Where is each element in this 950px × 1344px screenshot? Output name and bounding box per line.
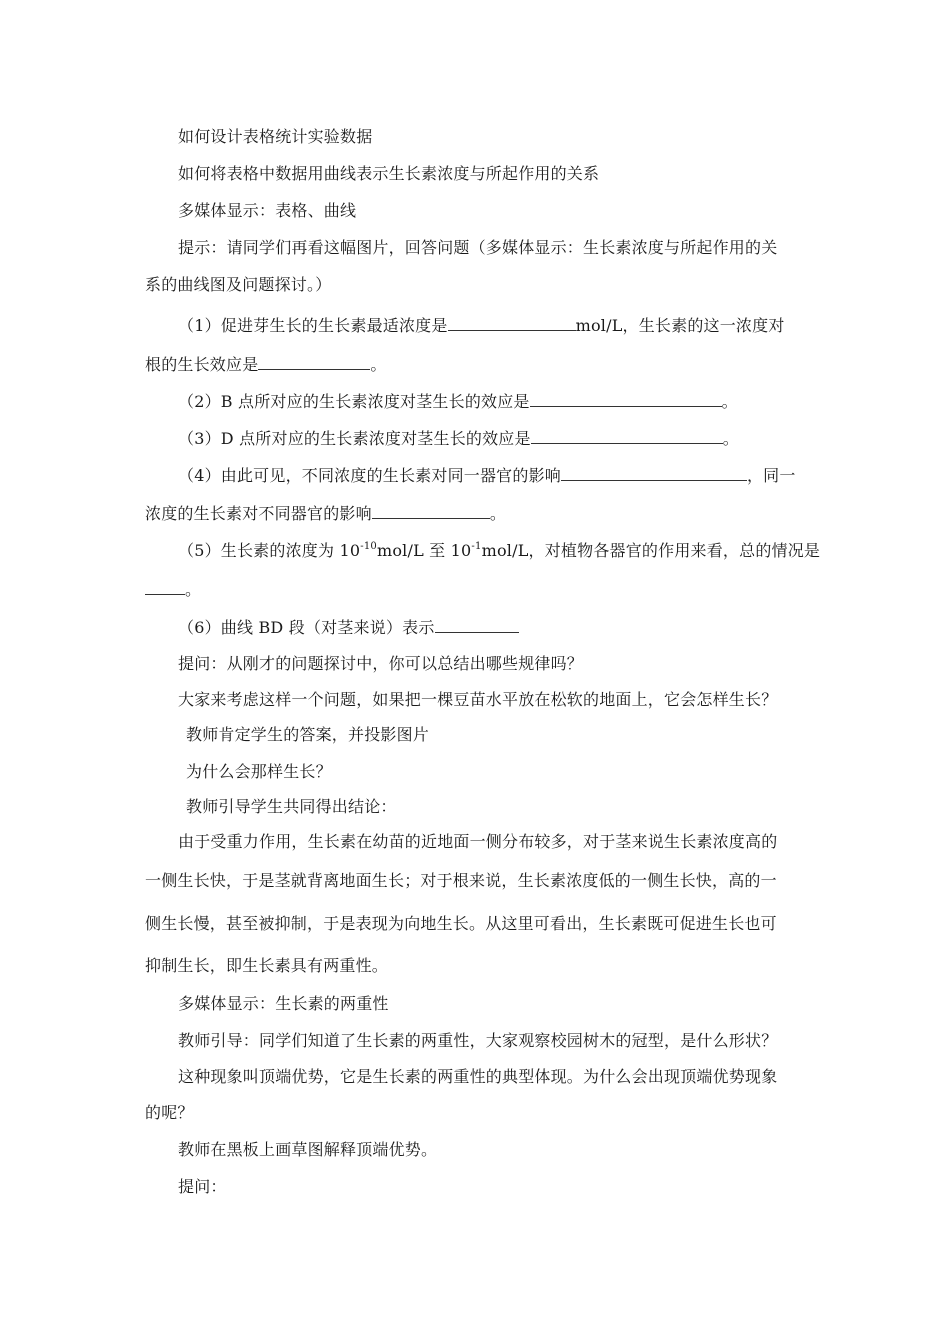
paragraph: 提示：请同学们再看这幅图片，回答问题（多媒体显示：生长素浓度与所起作用的关 <box>178 238 778 257</box>
question-1-line-1 <box>178 315 785 336</box>
question-text: （3）D 点所对应的生长素浓度对茎生长的效应是 <box>178 429 531 448</box>
paragraph: 多媒体显示：表格、曲线 <box>178 201 357 220</box>
question-text: 。 <box>185 580 202 599</box>
exponent: -1 <box>471 540 482 552</box>
paragraph: 如何设计表格统计实验数据 <box>178 127 373 146</box>
question-text: 。 <box>370 355 387 374</box>
question-text: （6）曲线 BD 段（对茎来说）表示 <box>178 618 435 637</box>
question-text: （2）B 点所对应的生长素浓度对茎生长的效应是 <box>178 392 530 411</box>
paragraph: 侧生长慢，甚至被抑制，于是表现为向地生长。从这里可看出，生长素既可促进生长也可 <box>145 914 777 933</box>
answer-blank <box>448 315 576 331</box>
paragraph: 教师引导学生共同得出结论： <box>186 797 397 816</box>
question-text: 。 <box>489 504 507 523</box>
paragraph: 系的曲线图及问题探讨。） <box>145 275 332 294</box>
paragraph: 的呢？ <box>145 1103 194 1122</box>
answer-blank <box>145 579 185 595</box>
question-4-line-2 <box>145 503 506 524</box>
paragraph: 大家来考虑这样一个问题，如果把一棵豆苗水平放在松软的地面上，它会怎样生长？ <box>178 690 778 709</box>
question-5-line-2 <box>145 579 201 600</box>
answer-blank <box>531 428 723 444</box>
paragraph: 一侧生长快，于是茎就背离地面生长；对于根来说，生长素浓度低的一侧生长快，高的一 <box>145 871 777 890</box>
answer-blank <box>372 503 490 519</box>
question-5-line-1 <box>178 541 820 561</box>
paragraph: 如何将表格中数据用曲线表示生长素浓度与所起作用的关系 <box>178 164 600 183</box>
paragraph: 多媒体显示：生长素的两重性 <box>178 994 389 1013</box>
paragraph: 由于受重力作用，生长素在幼苗的近地面一侧分布较多，对于茎来说生长素浓度高的 <box>178 832 778 851</box>
question-6 <box>178 617 519 638</box>
question-text: 根的生长效应是 <box>145 355 259 374</box>
question-text: mol/L 至 10 <box>376 541 472 560</box>
paragraph: 抑制生长，即生长素具有两重性。 <box>145 956 389 975</box>
question-4-line-1 <box>178 465 796 486</box>
question-text: 。 <box>721 392 738 411</box>
paragraph: 提问： <box>178 1177 227 1196</box>
question-text: （4）由此可见，不同浓度的生长素对同一器官的影响 <box>178 466 561 485</box>
question-text: ，同一 <box>746 466 796 485</box>
paragraph: 教师在黑板上画草图解释顶端优势。 <box>178 1140 438 1159</box>
paragraph: 教师肯定学生的答案，并投影图片 <box>186 725 430 744</box>
question-text: （1）促进芽生长的生长素最适浓度是 <box>178 316 448 335</box>
question-text: 。 <box>722 429 739 448</box>
question-1-line-2 <box>145 354 387 375</box>
question-3 <box>178 428 739 449</box>
question-text: 浓度的生长素对不同器官的影响 <box>145 504 372 523</box>
answer-blank <box>258 354 370 370</box>
answer-blank <box>435 617 519 633</box>
paragraph: 为什么会那样生长？ <box>186 762 332 781</box>
paragraph: 这种现象叫顶端优势，它是生长素的两重性的典型体现。为什么会出现顶端优势现象 <box>178 1067 778 1086</box>
question-text: mol/L，生长素的这一浓度对 <box>575 316 785 335</box>
answer-blank <box>530 391 722 407</box>
exponent: -10 <box>360 540 377 552</box>
question-2 <box>178 391 738 412</box>
answer-blank <box>561 465 747 481</box>
paragraph: 提问：从刚才的问题探讨中，你可以总结出哪些规律吗？ <box>178 654 584 673</box>
question-text: （5）生长素的浓度为 10 <box>178 541 361 560</box>
paragraph: 教师引导：同学们知道了生长素的两重性，大家观察校园树木的冠型，是什么形状？ <box>178 1031 778 1050</box>
question-text: mol/L，对植物各器官的作用来看，总的情况是 <box>481 541 821 560</box>
